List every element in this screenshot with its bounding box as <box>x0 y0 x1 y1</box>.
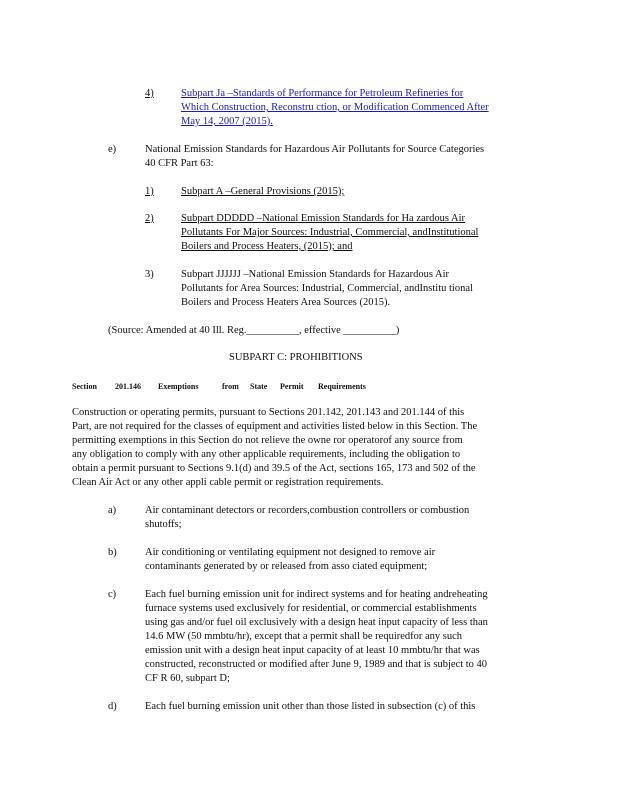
item-e-line-2: 40 CFR Part 63: <box>145 158 214 169</box>
sub-3-line-3: Boilers and Process Heaters Area Sources (2015). <box>181 297 391 308</box>
item-a-marker: a) <box>108 505 117 516</box>
section-title-word: Requirements <box>318 382 366 391</box>
item-d-line: Each fuel burning emission unit other than those listed in subsection (c) of this <box>145 701 476 712</box>
sub-3-marker: 3) <box>145 269 154 280</box>
intro-line: Part, are not required for the classes of equipment and activities listed below in this Section. The <box>72 421 478 432</box>
intro-line: Construction or operating permits, pursuant to Sections 201.142, 201.143 and 201.144 of this <box>72 407 465 418</box>
section-title-word: State <box>250 382 268 391</box>
section-title-word: Permit <box>280 382 304 391</box>
item-a-line: Air contaminant detectors or recorders,combustion controllers or combustion <box>145 505 470 516</box>
item-d-marker: d) <box>108 701 117 712</box>
sub-1-line-1: Subpart A –General Provisions (2015); <box>181 186 345 197</box>
item-4-line-3[interactable]: May 14, 2007 (2015). <box>181 116 273 127</box>
item-c-line: constructed, reconstructed or modified after June 9, 1989 and that is subject to 40 <box>145 659 488 670</box>
item-b-marker: b) <box>108 547 117 558</box>
item-c-line: CF R 60, subpart D; <box>145 673 230 684</box>
sub-3-line-1: Subpart JJJJJJ –National Emission Standards for Hazardous Air <box>181 269 450 280</box>
source-note: (Source: Amended at 40 Ill. Reg.__________, effective __________) <box>108 325 400 336</box>
item-c-line: 14.6 MW (50 mmbtu/hr), except that a permit shall be requiredfor any such <box>145 631 463 642</box>
item-c-marker: c) <box>108 589 117 600</box>
item-b-line: contaminants generated by or released from asso ciated equipment; <box>145 561 428 572</box>
item-4-line-2[interactable]: Which Construction, Reconstru ction, or Modification Commenced After <box>181 102 489 113</box>
item-e-marker: e) <box>108 144 117 155</box>
item-e-line-1: National Emission Standards for Hazardous Air Pollutants for Source Categories <box>145 144 485 155</box>
sub-3-line-2: Pollutants for Area Sources: Industrial, Commercial, andInstitu tional <box>181 283 473 294</box>
item-c-line: furnace systems used exclusively for residential, or commercial establishments <box>145 603 477 614</box>
item-c-line: using gas and/or fuel oil exclusively with a design heat input capacity of less than <box>145 617 488 628</box>
item-a-line: shutoffs; <box>145 519 182 530</box>
sub-1-marker: 1) <box>145 186 154 197</box>
intro-line: obtain a permit pursuant to Sections 9.1(d) and 39.5 of the Act, sections 165, 173 and 502 of the <box>72 463 476 474</box>
sub-2-line-3: Boilers and Process Heaters, (2015); and <box>181 241 353 252</box>
intro-line: permitting exemptions in this Section do not relieve the owne ror operatorof any source from <box>72 435 463 446</box>
section-label: Section <box>72 382 97 391</box>
intro-line: Clean Air Act or any other appli cable permit or registration requirements. <box>72 477 384 488</box>
section-title-word: from <box>222 382 239 391</box>
item-c-line: emission unit with a design heat input capacity of at least 10 mmbtu/hr that was <box>145 645 480 656</box>
section-number: 201.146 <box>115 382 141 391</box>
intro-line: any obligation to comply with any other applicable requirements, including the obligation to <box>72 449 461 460</box>
item-4-line-1[interactable]: Subpart Ja –Standards of Performance for Petroleum Refineries for <box>181 88 464 99</box>
item-c-line: Each fuel burning emission unit for indirect systems and for heating andreheating <box>145 589 488 600</box>
sub-2-line-1: Subpart DDDDD –National Emission Standards for Ha zardous Air <box>181 213 466 224</box>
item-b-line: Air conditioning or ventilating equipment not designed to remove air <box>145 547 436 558</box>
sub-2-marker: 2) <box>145 213 154 224</box>
item-4-marker: 4) <box>145 88 154 99</box>
subpart-heading: SUBPART C: PROHIBITIONS <box>229 352 363 363</box>
sub-2-line-2: Pollutants For Major Sources: Industrial, Commercial, andInstitutional <box>181 227 479 238</box>
section-title-word: Exemptions <box>158 382 199 391</box>
